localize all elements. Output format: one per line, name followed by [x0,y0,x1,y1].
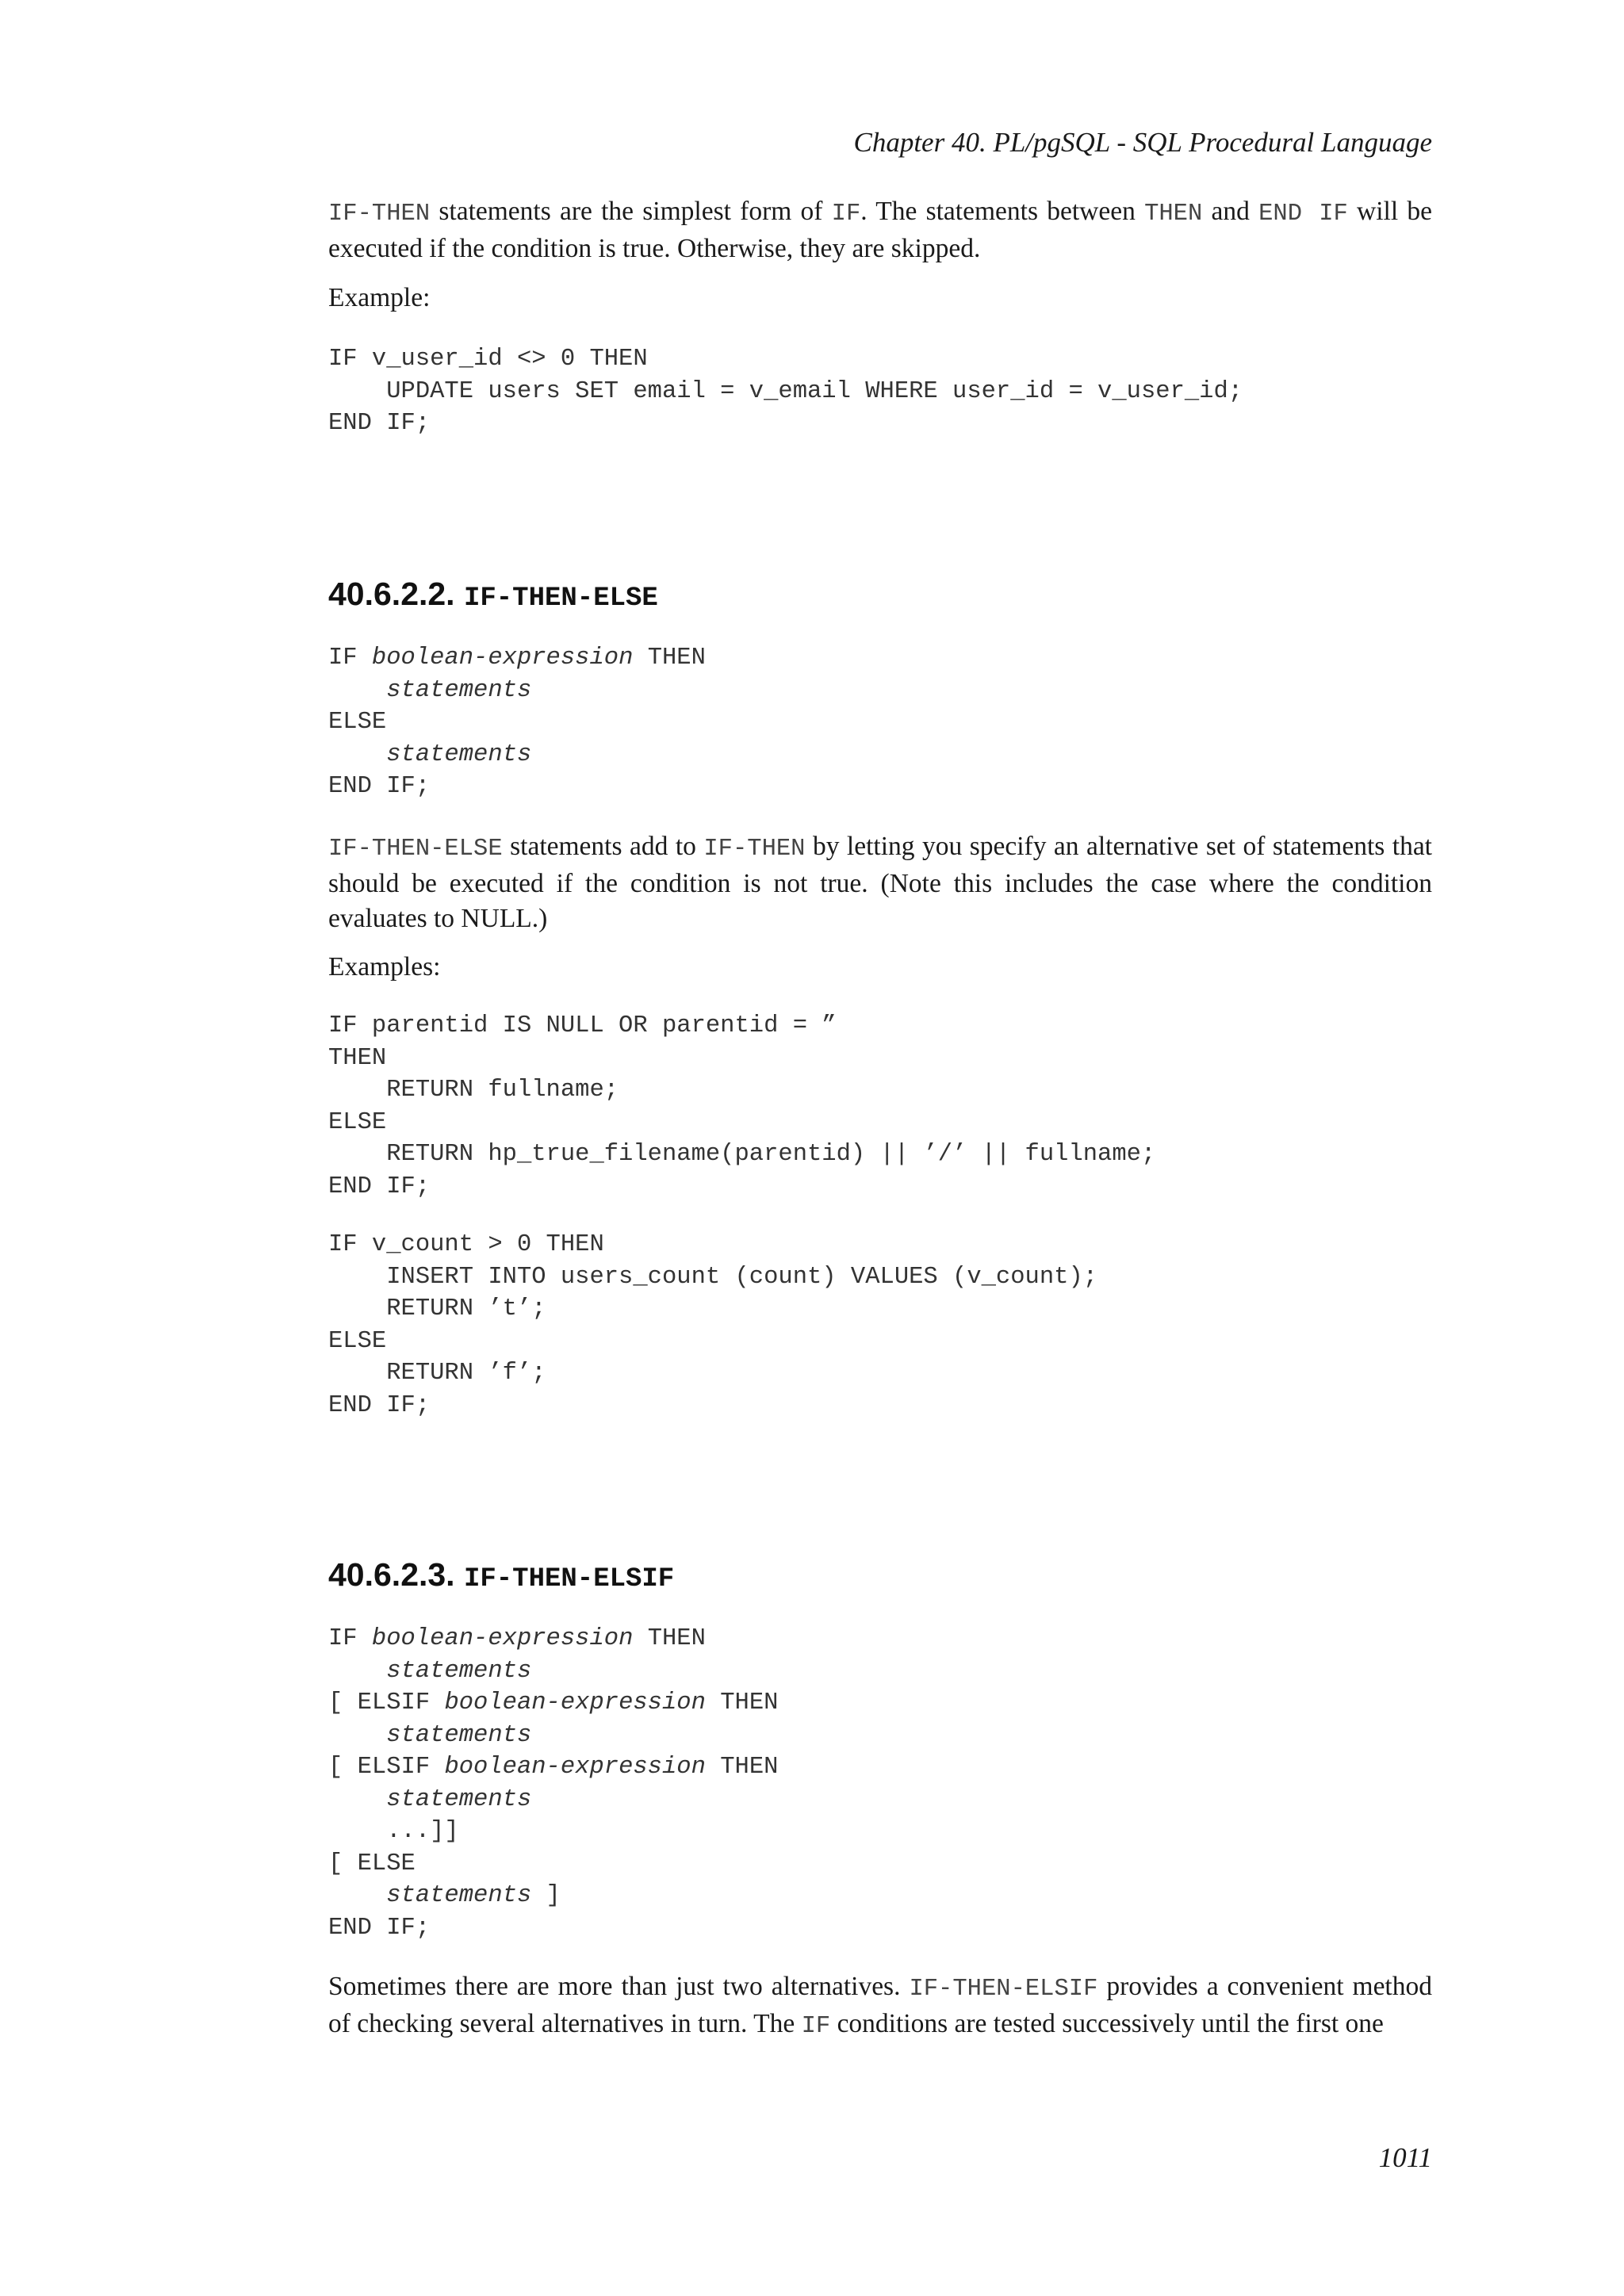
intro-paragraph-block [328,194,1432,266]
code-line [328,645,706,672]
code-line [328,1754,778,1781]
if-then-else-paragraph-block [328,829,1432,936]
section-number: 40.6.2.2. [328,576,464,612]
code-keyword: THEN [633,645,706,672]
code-line: INSERT INTO users_count (count) VALUES (v_count); [328,1263,1098,1291]
code-line: END IF; [328,1391,431,1419]
code-line: ELSE [328,709,387,736]
if-then-else-paragraph [328,829,1432,936]
section-heading-622 [328,573,1432,619]
code-line: END IF; [328,773,431,800]
text-run: by letting you specify an alternative set of statements that should be executed if the condition is not true. (Note this includes the case where the condition evaluates to NULL.) [328,832,1432,933]
code-placeholder: statements [386,1657,532,1685]
examples-label: Examples: [328,952,441,982]
section-code-title: IF-THEN-ELSIF [463,1564,675,1594]
code-line: RETURN hp_true_filename(parentid) || ’/’ || fullname; [328,1141,1156,1168]
text-run: will be executed if the condition is true. Otherwise, they are skipped. [328,197,1433,263]
code-keyword: ] [531,1882,561,1909]
code-keyword: THEN [705,1754,779,1781]
section-code-title: IF-THEN-ELSE [463,584,658,614]
inline-code: IF [831,201,861,228]
code-line: END IF; [328,1173,431,1200]
code-keyword: [ ELSIF [328,1689,445,1716]
text-run: . The statements between [860,197,1145,226]
inline-code: IF-THEN [328,201,431,228]
text-run: provides a convenient method of checking several alternatives in turn. The [328,1972,1432,2038]
code-line [328,1625,706,1652]
code-keyword: IF [328,645,372,672]
inline-code: THEN [1144,201,1203,228]
code-line: UPDATE users SET email = v_email WHERE user_id = v_user_id; [328,377,1243,405]
code-keyword: THEN [705,1689,779,1716]
text-run: conditions are tested successively until the first one [830,2009,1384,2038]
examples-label-block [328,950,1432,985]
syntax-block-if-then-else [328,642,1432,803]
text-run: statements are the simplest form of [430,197,832,226]
code-line: END IF; [328,410,431,437]
section-number: 40.6.2.3. [328,1556,464,1593]
inline-code: IF-THEN-ELSE [328,836,503,863]
if-then-elsif-paragraph [328,1969,1432,2044]
inline-code: IF-THEN [703,836,806,863]
code-line: IF parentid IS NULL OR parentid = ” [328,1012,837,1039]
code-line: ...]] [386,1818,459,1845]
code-placeholder: boolean-expression [371,1625,634,1652]
code-line: RETURN ’f’; [328,1360,546,1387]
code-placeholder: statements [386,1721,532,1749]
code-line: END IF; [328,1914,431,1942]
code-placeholder: statements [386,1785,532,1813]
code-placeholder: boolean-expression [444,1754,706,1781]
code-keyword: [ ELSIF [328,1754,445,1781]
section-heading-623 [328,1554,1432,1600]
if-then-elsif-paragraph-block [328,1969,1432,2044]
code-keyword: THEN [633,1625,706,1652]
code-line: ELSE [328,1327,387,1355]
example2-code [328,1229,1432,1422]
syntax-block-if-then-elsif [328,1623,1432,1944]
section-heading-block [328,573,1432,619]
code-line: RETURN ’t’; [328,1295,546,1322]
document-page [328,0,1432,2296]
page-number: 1011 [1378,2142,1432,2173]
code-placeholder: statements [386,1882,532,1909]
intro-example-code [328,343,1432,440]
text-run: statements add to [502,832,704,861]
code-keyword: IF [328,1625,372,1652]
example-label-block [328,281,1432,316]
code-placeholder: statements [386,676,532,704]
text-run: and [1202,197,1259,226]
running-header: Chapter 40. PL/pgSQL - SQL Procedural Language [853,127,1432,158]
example-label: Example: [328,283,431,312]
example1-code [328,1010,1432,1203]
code-line [328,1689,778,1716]
code-placeholder: boolean-expression [371,645,634,672]
code-line: ELSE [328,1108,387,1136]
inline-code: END IF [1258,201,1348,228]
code-line: IF v_user_id <> 0 THEN [328,346,648,373]
code-line: RETURN fullname; [328,1077,619,1104]
code-placeholder: boolean-expression [444,1689,706,1716]
section-heading-block [328,1554,1432,1600]
text-run: Sometimes there are more than just two alternatives. [328,1972,910,2001]
inline-code: IF [801,2013,831,2040]
inline-code: IF-THEN-ELSIF [909,1976,1098,2003]
code-line: THEN [328,1044,387,1072]
intro-paragraph [328,194,1432,266]
code-line: IF v_count > 0 THEN [328,1231,604,1258]
code-placeholder: statements [386,740,532,768]
code-line: [ ELSE [328,1850,416,1877]
